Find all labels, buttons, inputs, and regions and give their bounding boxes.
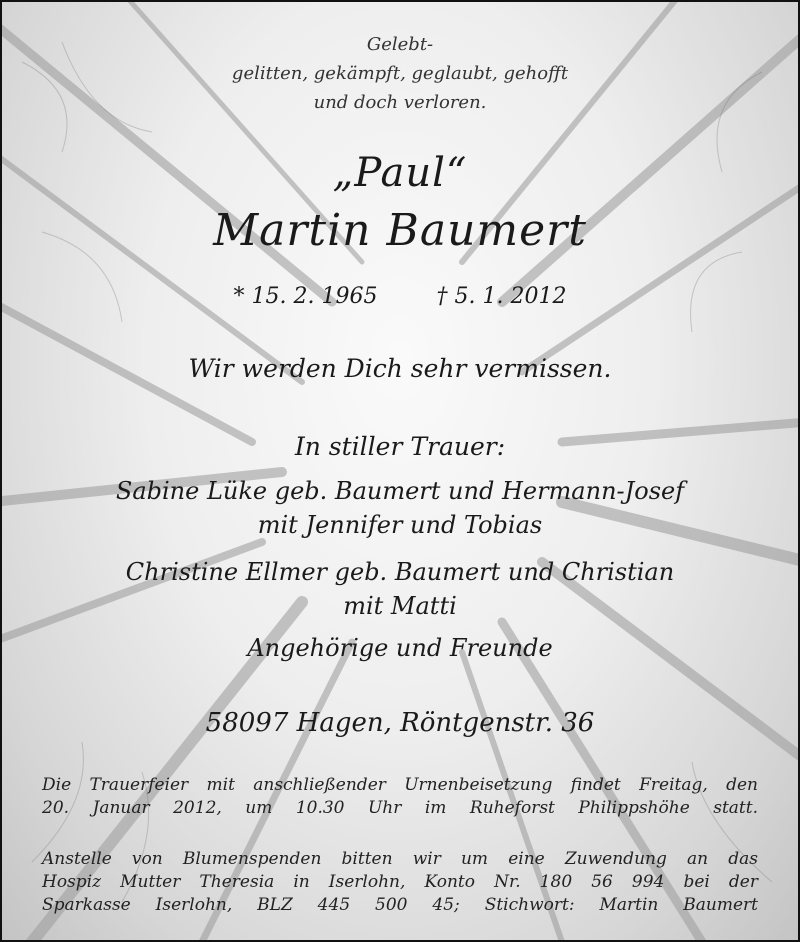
donation-info-line-1: Anstelle von Blumenspenden bitten wir um eine Zuwendung an das [42, 849, 758, 869]
family-line-1: Sabine Lüke geb. Baumert und Hermann-Josef [115, 477, 685, 505]
funeral-info-line-2: 20. Januar 2012, um 10.30 Uhr im Ruheforst Philippshöhe statt. [42, 798, 758, 818]
motto-line-3: und doch verloren. [313, 92, 487, 113]
funeral-info-line-1: Die Trauerfeier mit anschließender Urnenbeisetzung findet Freitag, den [42, 775, 758, 795]
family-line-3: Christine Ellmer geb. Baumert und Christian [125, 558, 675, 586]
notice-content [2, 2, 798, 940]
motto [2, 30, 798, 117]
family-line-2: mit Jennifer und Tobias [257, 511, 543, 539]
death-date: † 5. 1. 2012 [436, 284, 567, 309]
motto-line-1: Gelebt- [366, 34, 434, 55]
life-dates [2, 284, 798, 309]
donation-info [42, 848, 758, 917]
family-line-4: mit Matti [343, 592, 457, 620]
donation-info-line-3: Sparkasse Iserlohn, BLZ 445 500 45; Stichwort: Martin Baumert [42, 895, 758, 915]
mourning-heading: In stiller Trauer: [294, 432, 506, 461]
funeral-info [42, 774, 758, 820]
mourner-address: 58097 Hagen, Röntgenstr. 36 [205, 708, 595, 738]
deceased-name: Martin Baumert [213, 205, 587, 256]
birth-date: * 15. 2. 1965 [233, 284, 378, 309]
farewell-message: Wir werden Dich sehr vermissen. [188, 354, 612, 383]
family-line-5: Angehörige und Freunde [247, 634, 553, 662]
motto-line-2: gelitten, gekämpft, geglaubt, gehofft [231, 63, 569, 84]
donation-info-line-2: Hospiz Mutter Theresia in Iserlohn, Konto Nr. 180 56 994 bei der [42, 872, 758, 892]
nickname: „Paul“ [332, 150, 468, 196]
